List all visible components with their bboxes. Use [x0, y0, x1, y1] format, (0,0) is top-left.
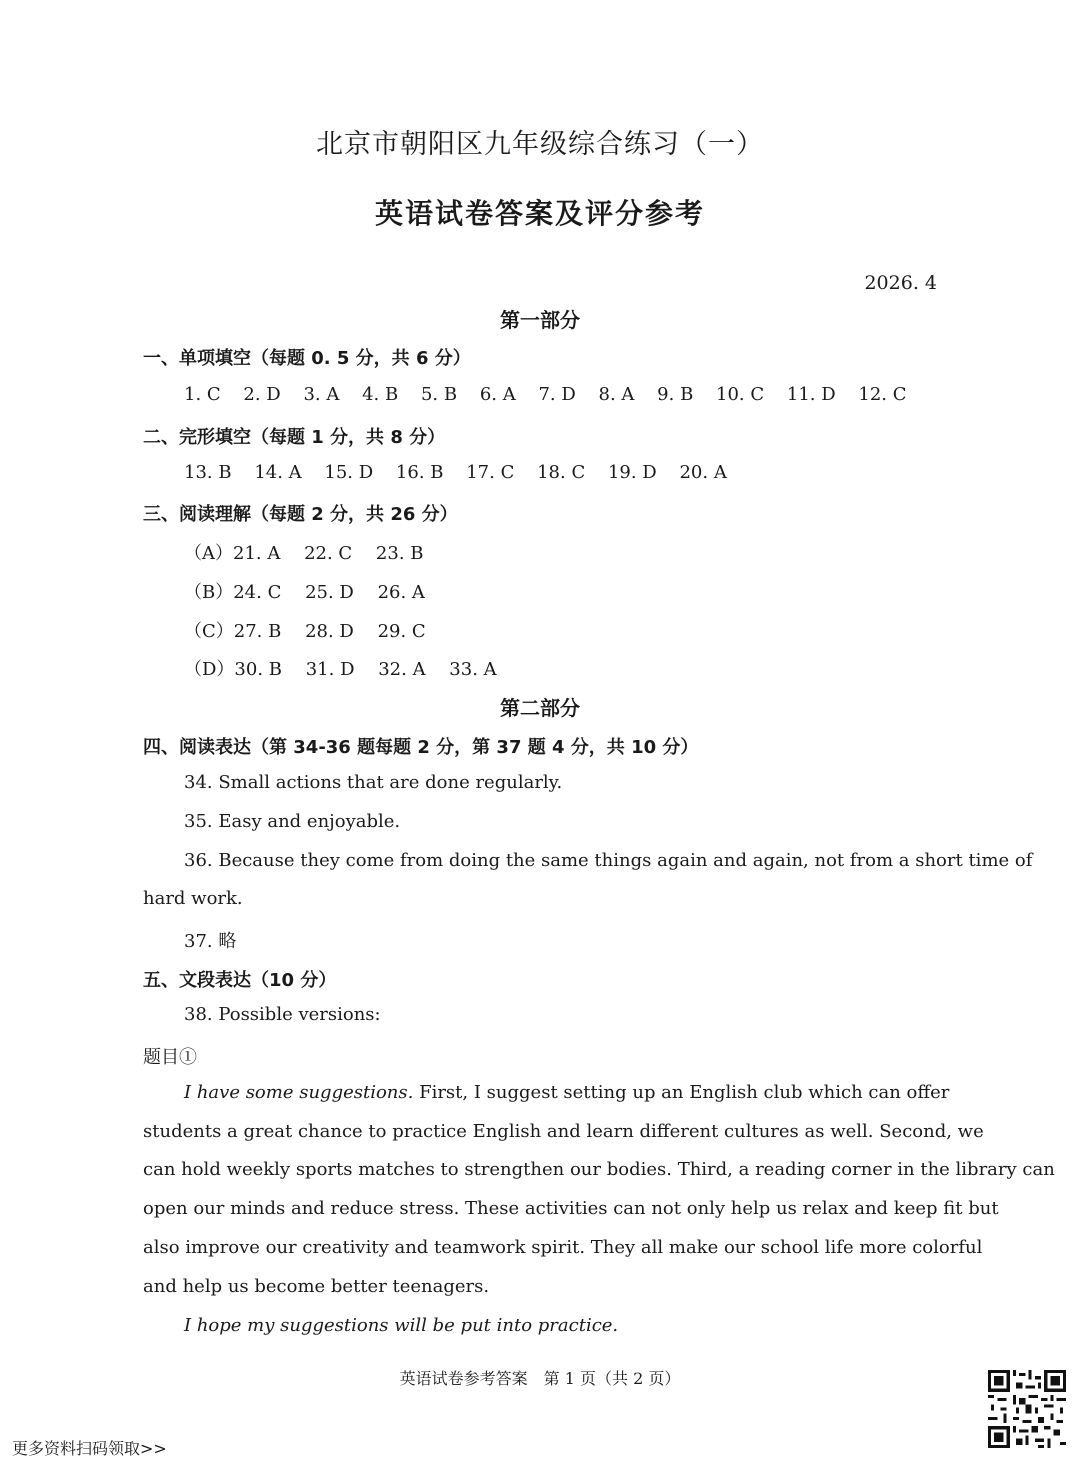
answer-item: 15. D	[324, 462, 374, 483]
reading-group-c: （C）27. B 28. D 29. C	[184, 621, 426, 642]
essay-line-3: can hold weekly sports matches to strengthen our bodies. Third, a reading corner in the library can	[143, 1159, 1055, 1180]
answer-item: 20. A	[679, 462, 727, 483]
document-date: 2026. 4	[864, 272, 937, 294]
topic-label: 题目①	[143, 1047, 197, 1068]
answer-item: 2. D	[243, 384, 281, 405]
reading-group-d: （D）30. B 31. D 32. A 33. A	[184, 659, 497, 680]
answer-35: 35. Easy and enjoyable.	[184, 811, 401, 832]
answer-34: 34. Small actions that are done regularly.	[184, 772, 563, 793]
document-subtitle: 英语试卷答案及评分参考	[374, 197, 705, 230]
answer-item: 8. A	[598, 384, 635, 405]
section-four-heading: 四、阅读表达（第 34-36 题每题 2 分，第 37 题 4 分，共 10 分）	[143, 737, 699, 758]
reading-group-b: （B）24. C 25. D 26. A	[184, 582, 425, 603]
answer-36-line2: hard work.	[143, 888, 243, 909]
essay-line-6: and help us become better teenagers.	[143, 1276, 490, 1297]
section-five-heading: 五、文段表达（10 分）	[143, 970, 337, 991]
answer-item: 14. A	[254, 462, 302, 483]
qr-code-icon[interactable]	[988, 1370, 1066, 1448]
answer-item: 16. B	[395, 462, 444, 483]
essay-line-4: open our minds and reduce stress. These activities can not only help us relax and keep fit but	[143, 1198, 999, 1219]
essay-closing: I hope my suggestions will be put into practice.	[184, 1315, 619, 1336]
essay-line-5: also improve our creativity and teamwork spirit. They all make our school life more colorful	[143, 1237, 983, 1258]
page-footer: 英语试卷参考答案 第 1 页（共 2 页）	[399, 1369, 681, 1388]
answer-item: 12. C	[858, 384, 907, 405]
answer-item: 4. B	[362, 384, 399, 405]
document-title: 北京市朝阳区九年级综合练习（一）	[316, 129, 764, 160]
essay-line-2: students a great chance to practice English and learn different cultures as well. Second, we	[143, 1121, 984, 1142]
reading-group-a: （A）21. A 22. C 23. B	[184, 543, 424, 564]
answer-item: 11. D	[786, 384, 836, 405]
answer-item: 17. C	[466, 462, 515, 483]
section-two-heading: 二、完形填空（每题 1 分，共 8 分）	[143, 427, 446, 448]
answer-item: 6. A	[479, 384, 516, 405]
part-one-heading: 第一部分	[500, 308, 580, 332]
answer-item: 19. D	[607, 462, 657, 483]
answer-36-line1: 36. Because they come from doing the same things again and again, not from a short time of	[184, 850, 1033, 871]
answer-item: 3. A	[303, 384, 340, 405]
essay-intro: I have some suggestions.	[184, 1082, 414, 1103]
answer-item: 10. C	[716, 384, 765, 405]
essay-line-1	[184, 1082, 950, 1103]
answer-item: 1. C	[184, 384, 221, 405]
answer-38-label: 38. Possible versions:	[184, 1004, 381, 1025]
section-two-answers	[184, 462, 744, 483]
answer-item: 13. B	[184, 462, 232, 483]
essay-line-1-rest: First, I suggest setting up an English club which can offer	[413, 1082, 950, 1103]
answer-item: 9. B	[657, 384, 694, 405]
section-three-heading: 三、阅读理解（每题 2 分，共 26 分）	[143, 504, 458, 525]
answer-item: 18. C	[537, 462, 586, 483]
more-resources-link[interactable]: 更多资料扫码领取>>	[12, 1439, 167, 1458]
answer-37: 37. 略	[184, 931, 237, 952]
section-one-heading: 一、单项填空（每题 0. 5 分，共 6 分）	[143, 348, 471, 369]
section-one-answers	[184, 384, 924, 405]
answer-item: 5. B	[420, 384, 458, 405]
answer-item: 7. D	[538, 384, 576, 405]
part-two-heading: 第二部分	[500, 696, 580, 720]
